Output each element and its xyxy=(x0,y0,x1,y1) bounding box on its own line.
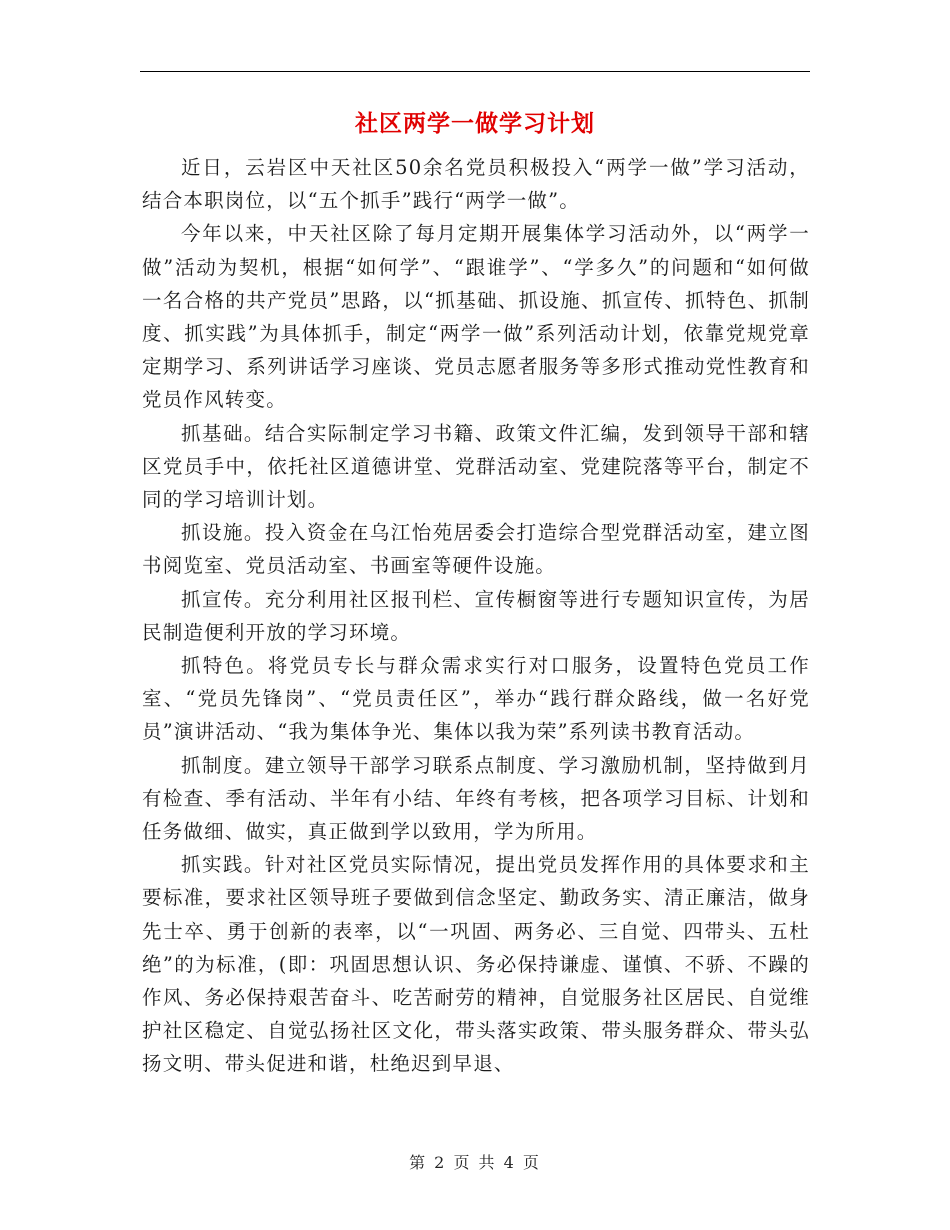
paragraph-features: 抓特色。将党员专长与群众需求实行对口服务，设置特色党员工作室、“党员先锋岗”、“党员责任区”，举办“践行群众路线，做一名好党员”演讲活动、“我为集体争光、集体以我为荣”系列读书教育活动。 xyxy=(142,654,810,744)
paragraph-practice: 抓实践。针对社区党员实际情况，提出党员发挥作用的具体要求和主要标准，要求社区领导班子要做到信念坚定、勤政务实、清正廉洁，做身先士卒、勇于创新的表率，以“一巩固、两务必、三自觉、四带头、五杜绝”的为标准，(即：巩固思想认识、务必保持谦虚、谨慎、不骄、不躁的作风、务必保持艰苦奋斗、吃苦耐劳的精神，自觉服务社区居民、自觉维护社区稳定、自觉弘扬社区文化，带头落实政策、带头服务群众、带头弘扬文明、带头促进和谐，杜绝迟到早退、 xyxy=(142,853,810,1076)
paragraph-publicity: 抓宣传。充分利用社区报刊栏、宣传橱窗等进行专题知识宣传，为居民制造便利开放的学习环境。 xyxy=(142,587,810,644)
paragraph-foundation: 抓基础。结合实际制定学习书籍、政策文件汇编，发到领导干部和辖区党员手中，依托社区道德讲堂、党群活动室、党建院落等平台，制定不同的学习培训计划。 xyxy=(142,421,810,512)
page-number: 第 2 页 共 4 页 xyxy=(409,1153,541,1172)
header-rule xyxy=(140,71,810,72)
paragraph-system: 抓制度。建立领导干部学习联系点制度、学习激励机制，坚持做到月有检查、季有活动、半年有小结、年终有考核，把各项学习目标、计划和任务做细、做实，真正做到学以致用，学为所用。 xyxy=(142,753,810,844)
document-title: 社区两学一做学习计划 xyxy=(355,110,595,137)
document-body xyxy=(142,151,810,1081)
paragraph-facilities: 抓设施。投入资金在乌江怡苑居委会打造综合型党群活动室，建立图书阅览室、党员活动室、书画室等硬件设施。 xyxy=(142,521,810,578)
paragraph-overview: 今年以来，中天社区除了每月定期开展集体学习活动外，以“两学一做”活动为契机，根据“如何学”、“跟谁学”、“学多久”的问题和“如何做一名合格的共产党员”思路，以“抓基础、抓设施、抓宣传、抓特色、抓制度、抓实践”为具体抓手，制定“两学一做”系列活动计划，依靠党规党章定期学习、系列讲话学习座谈、党员志愿者服务等多形式推动党性教育和党员作风转变。 xyxy=(142,222,810,412)
paragraph-intro: 近日，云岩区中天社区50余名党员积极投入“两学一做”学习活动，结合本职岗位，以“五个抓手”践行“两学一做”。 xyxy=(142,156,810,213)
